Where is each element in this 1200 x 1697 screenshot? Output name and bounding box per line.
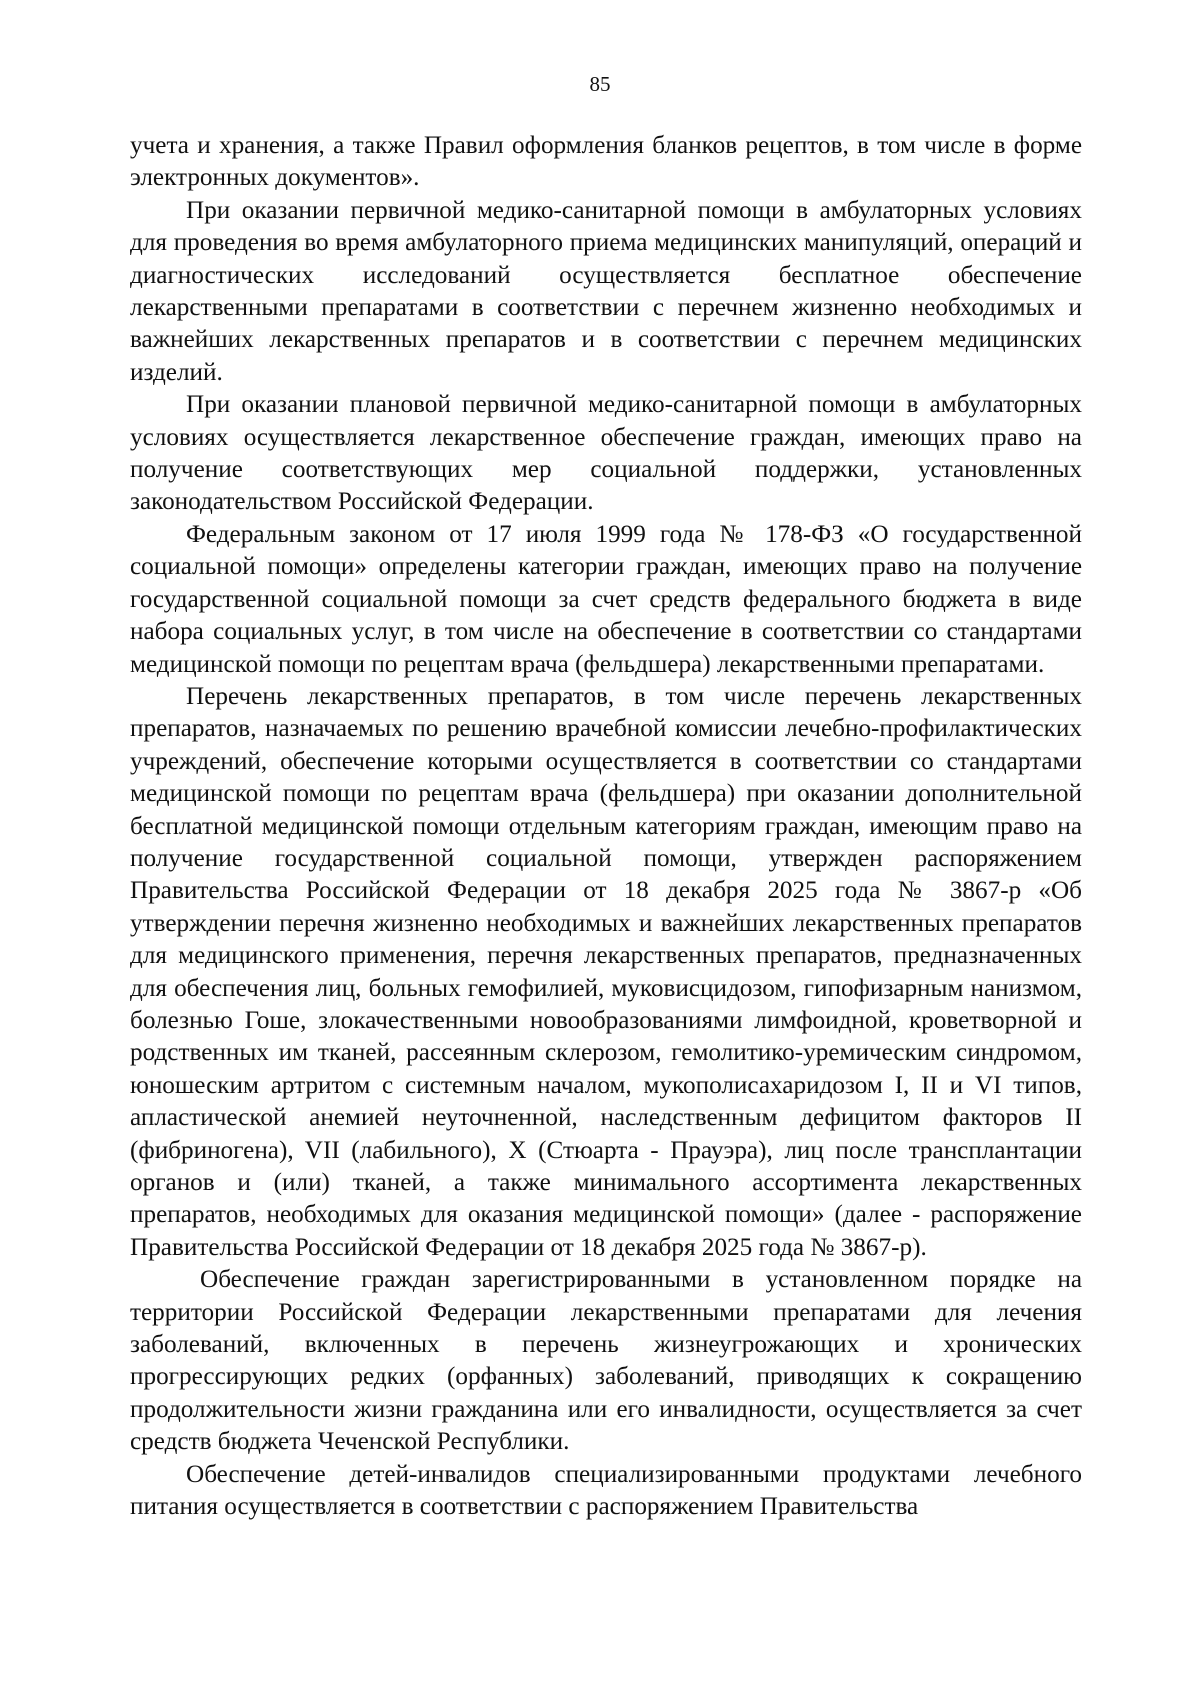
paragraph-continuation: учета и хранения, а также Правил оформления бланков рецептов, в том числе в форме электронных документов». <box>130 132 1082 192</box>
paragraph-primary-care-medicines: При оказании первичной медико-санитарной помощи в амбулаторных условиях для проведения во время амбулаторного приема медицинских манипуляций, операций и диагностических исследований осуществляется бесплатное обеспечение лекарственными препаратами в соответствии с перечнем жизненно необходимых и важнейших лекарственных препаратов и в соответствии с перечнем медицинских изделий. <box>130 196 1082 386</box>
page-number: 85 <box>589 72 611 96</box>
paragraph-orphan-diseases: Обеспечение граждан зарегистрированными в установленном порядке на территории Российской Федерации лекарственными препаратами для лечения заболеваний, включенных в перечень жизнеугрожающих и хронических прогрессирующих редких (орфанных) заболеваний, приводящих к сокращению продолжительности жизни гражданина или его инвалидности, осуществляется за счет средств бюджета Чеченской Республики. <box>130 1266 1082 1456</box>
paragraph-medicines-list-3867: Перечень лекарственных препаратов, в том числе перечень лекарственных препаратов, назначаемых по решению врачебной комиссии лечебно-профилактических учреждений, обеспечение которыми осуществляется в соответствии со стандартами медицинской помощи по рецептам врача (фельдшера) при оказании дополнительной бесплатной медицинской помощи отдельным категориям граждан, имеющим право на получение государственной социальной помощи, утвержден распоряжением Правительства Российской Федерации от 18 декабря 2025 года № 3867-р «Об утверждении перечня жизненно необходимых и важнейших лекарственных препаратов для медицинского применения, перечня лекарственных препаратов, предназначенных для обеспечения лиц, больных гемофилией, муковисцидозом, гипофизарным нанизмом, болезнью Гоше, злокачественными новообразованиями лимфоидной, кроветворной и родственных им тканей, рассеянным склерозом, гемолитико-уремическим синдромом, юношеским артритом с системным началом, мукополисахаридозом I, II и VI типов, апластической анемией неуточненной, наследственным дефицитом факторов II (фибриногена), VII (лабильного), X (Стюарта - Прауэра), лиц после трансплантации органов и (или) тканей, а также минимального ассортимента лекарственных препаратов, необходимых для оказания медицинской помощи» (далее - распоряжение Правительства Российской Федерации от 18 декабря 2025 года № 3867-р). <box>130 682 1082 1261</box>
paragraph-federal-law-178: Федеральным законом от 17 июля 1999 года № 178-ФЗ «О государственной социальной помощи» определены категории граждан, имеющих право на получение государственной социальной помощи за счет средств федерального бюджета в виде набора социальных услуг, в том числе на обеспечение в соответствии со стандартами медицинской помощи по рецептам врача (фельдшера) лекарственными препаратами. <box>130 520 1082 678</box>
paragraph-disabled-children-nutrition: Обеспечение детей-инвалидов специализированными продуктами лечебного питания осуществляется в соответствии с распоряжением Правительства <box>130 1460 1082 1521</box>
paragraph-planned-care-supply: При оказании плановой первичной медико-санитарной помощи в амбулаторных условиях осуществляется лекарственное обеспечение граждан, имеющих право на получение соответствующих мер социальной поддержки, установленных законодательством Российской Федерации. <box>130 391 1082 516</box>
document-body <box>130 130 1082 1523</box>
